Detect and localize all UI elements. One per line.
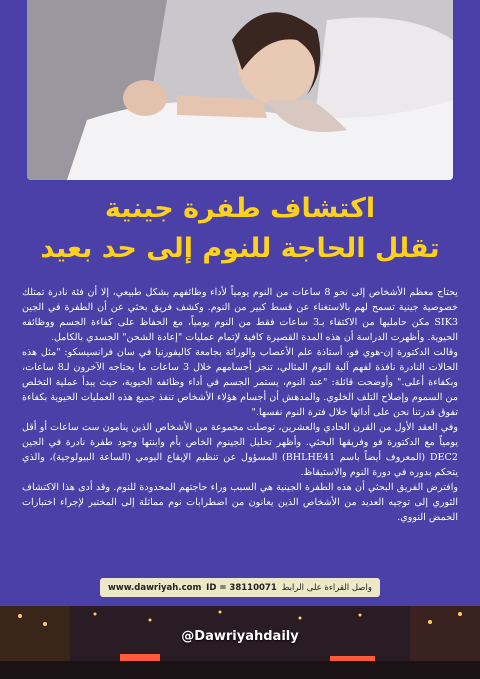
headline-line-1: اكتشاف طفرة جينية — [104, 193, 376, 224]
article-id: ID = 38110071 — [206, 582, 277, 593]
website-url-link[interactable]: www.dawriyah.com — [108, 582, 202, 593]
article-paragraph: يحتاج معظم الأشخاص إلى نحو 8 ساعات من النوم يومياً لأداء وظائفهم بشكل طبيعي، إلا أن فئة نادرة تمتلك خصوصية جينية تسمح لهم بالاستغناء عن قسط كبير من النوم. وكشف فريق بحثي عن أن الطفرة في الجين SIK3 مكن حامليها من الاكتفاء بـ3 ساعات فقط من النوم يومياً، مع الحفاظ على كفاءة الجسم ووظائفه الحيوية. وأظهرت الدراسة أن هذه المدة القصيرة كافية لإتمام عمليات "إعادة الشحن" الجسدي بالكامل. — [22, 287, 458, 343]
article-paragraph: وافترض الفريق البحثي أن هذه الطفرة الجينية هي السبب وراء حاجتهم المحدودة للنوم. وقد أدى هذا الاكتشاف الثوري إلى توجيه العديد من الأشخاص الذين يعانون من اضطرابات نوم مماثلة إلى المختبر لإجراء اختبارات الحمض النووي. — [22, 482, 458, 523]
hero-photo-woman-in-bed — [27, 0, 453, 180]
read-more-label: واصل القراءة على الرابط — [281, 582, 372, 593]
article-body — [22, 285, 458, 525]
article-paragraph: وقالت الدكتورة إن-هوي فو، أستاذة علم الأعصاب والوراثة بجامعة كاليفورنيا في سان فرانسيسكو: "مثل هذه الحالات النادرة نافذة لفهم آلية النوم المثالي، تنجز أجسامهم خلال 3 ساعات ما يحتاجه الآخرون لـ8 ساعات، وبكفاءة أعلى." وأوضحت قائلة: "عند النوم، يستمر الجسم في أداء وظائفه الحيوية، حيث يبدأ عملية التخلص من السموم وإصلاح التلف الخلوي. والمدهش أن أجسام هؤلاء الأشخاص تنفذ جميع هذه العمليات الحيوية بكفاءة تفوق قدرتنا نحن على أدائها خلال فترة النوم نفسها." — [22, 347, 458, 418]
article-paragraph: وفي العقد الأول من القرن الحادي والعشرين، توصلت مجموعة من الأشخاص الذين ينامون ست ساعات أو أقل يومياً مع الدكتورة فو وفريقها البحثي. وأظهر تحليل الجينوم الخاص بأم وابنتها وجود طفرة نادرة في الجين DEC2 (المعروف أيضاً باسم BHLHE41) المسؤول عن تنظيم الإيقاع اليومي (الساعة البيولوجية)، والذي يتحكم بدوره في دورة النوم والاستيقاظ. — [22, 422, 458, 478]
hero-illustration — [27, 0, 453, 180]
headline-line-2: تقلل الحاجة للنوم إلى حد بعيد — [40, 233, 440, 264]
read-more-link-bar[interactable] — [100, 578, 380, 597]
social-handle: @Dawriyahdaily — [181, 629, 299, 644]
